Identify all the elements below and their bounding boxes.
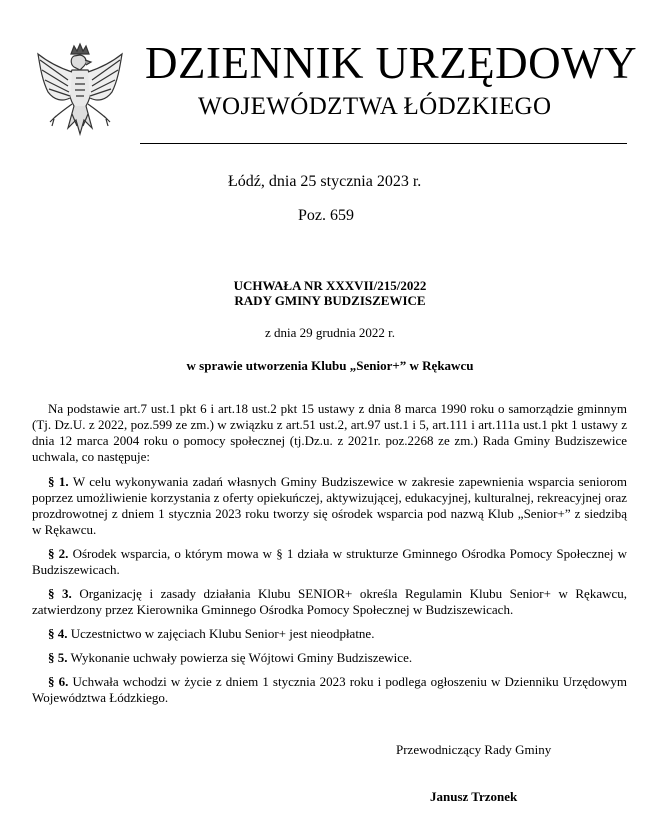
journal-title: DZIENNIK URZĘDOWY — [145, 38, 638, 88]
paragraph-text: W celu wykonywania zadań własnych Gminy Budziszewice w zakresie zapewnienia wsparcia seniorom poprzez umożliwienie korzystania z oferty opiekuńczej, aktywizującej, edukacyjnej, kulturalnej, rekreacyjnej oraz prozdrowotnej z dniem 1 stycznia 2023 roku tworzy się ośrodek wsparcia pod nazwą Klub „Senior+” z siedzibą w Rękawcu. — [32, 474, 628, 537]
paragraph-6 — [32, 674, 627, 706]
resolution-title — [130, 278, 530, 308]
paragraph-text: Uchwała wchodzi w życie z dniem 1 stycznia 2023 roku i podlega ogłoszeniu w Dzienniku Urzędowym Województwa Łódzkiego. — [32, 674, 628, 705]
preamble: Na podstawie art.7 ust.1 pkt 6 i art.18 ust.2 pkt 15 ustawy z dnia 8 marca 1990 roku o samorządzie gminnym (Tj. Dz.U. z 2022, poz.599 ze zm.) w związku z art.51 ust.2, art.97 ust.1 i 5, art.111 i art.111a ust.1 pkt 1 ustawy z dnia 12 marca 2004 roku o pomocy społecznej (tj.Dz.u. z 2021r. poz.2268 ze zm.) Rada Gminy Budziszewice uchwala, co następuje: — [32, 401, 627, 464]
resolution-number: UCHWAŁA NR XXXVII/215/2022 — [233, 278, 427, 293]
paragraph-text: Ośrodek wsparcia, o którym mowa w § 1 działa w strukturze Gminnego Ośrodka Pomocy Społecznej w Budziszewicach. — [32, 546, 628, 577]
polish-eagle-icon — [30, 40, 130, 150]
paragraph-text: Uczestnictwo w zajęciach Klubu Senior+ jest nieodpłatne. — [67, 626, 375, 641]
resolution-date: z dnia 29 grudnia 2022 r. — [265, 325, 395, 340]
paragraph-mark: § 1. — [48, 474, 69, 489]
paragraph-4 — [32, 626, 627, 642]
signatory-role: Przewodniczący Rady Gminy — [396, 742, 552, 757]
paragraph-2 — [32, 546, 627, 578]
paragraph-3 — [32, 586, 627, 618]
signatory-name: Janusz Trzonek — [430, 789, 518, 804]
paragraph-mark: § 5. — [48, 650, 68, 665]
resolution-subject: w sprawie utworzenia Klubu „Senior+” w Rękawcu — [186, 358, 474, 373]
masthead-divider — [140, 143, 627, 144]
paragraph-mark: § 6. — [48, 674, 69, 689]
paragraph-mark: § 3. — [48, 586, 72, 601]
paragraph-mark: § 2. — [48, 546, 69, 561]
resolution-council: RADY GMINY BUDZISZEWICE — [234, 293, 426, 308]
paragraph-5 — [32, 650, 627, 666]
paragraph-text: Wykonanie uchwały powierza się Wójtowi Gminy Budziszewice. — [67, 650, 413, 665]
journal-subtitle: WOJEWÓDZTWA ŁÓDZKIEGO — [198, 93, 552, 120]
publication-date: Łódź, dnia 25 stycznia 2023 r. — [228, 173, 422, 190]
resolution-body — [32, 401, 627, 714]
paragraph-1 — [32, 474, 627, 538]
position-number: Poz. 659 — [298, 207, 354, 224]
paragraph-text: Organizację i zasady działania Klubu SENIOR+ określa Regulamin Klubu Senior+ w Rękawcu, zatwierdzony przez Kierownika Gminnego Ośrodka Pomocy Społecznej w Budziszewicach. — [32, 586, 628, 617]
paragraph-mark: § 4. — [48, 626, 68, 641]
